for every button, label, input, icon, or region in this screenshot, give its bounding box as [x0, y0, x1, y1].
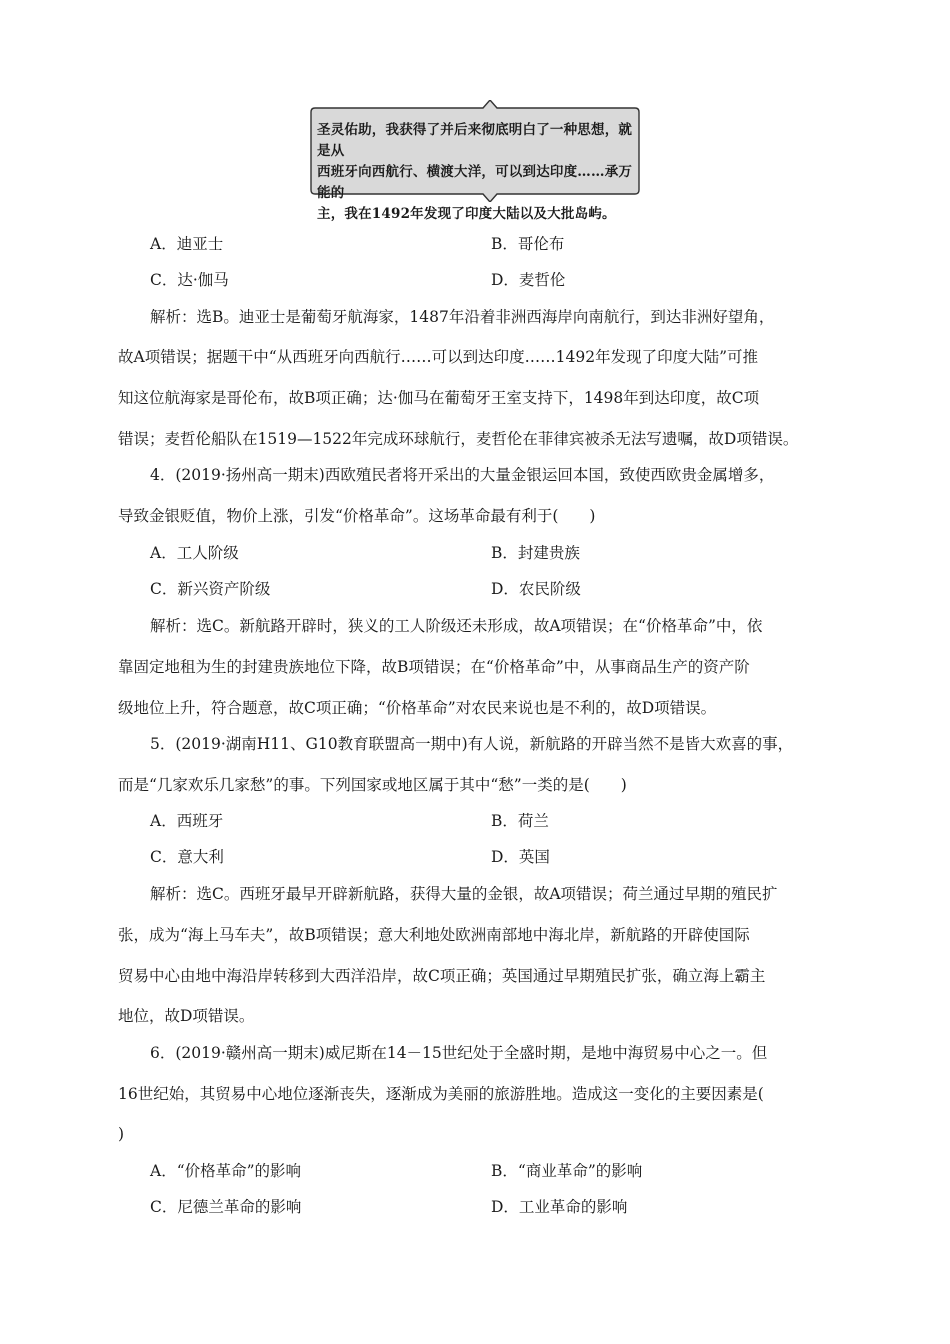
q6-option-d: D．工业革命的影响 [491, 1198, 628, 1216]
q5-option-d: D．英国 [491, 848, 550, 866]
q3-analysis-line: 知这位航海家是哥伦布，故B项正确；达·伽马在葡萄牙王室支持下，1498年到达印度，故C项 [118, 389, 760, 407]
q6-option-b: B．“商业革命”的影响 [491, 1162, 643, 1180]
q4-stem-line: 导致金银贬值，物价上涨，引发“价格革命”。这场革命最有利于( ) [118, 507, 596, 525]
q5-stem-line: 5．(2019·湖南H11、G10教育联盟高一期中)有人说，新航路的开辟当然不是皆大欢喜的事， [150, 735, 794, 753]
q5-analysis-line: 地位，故D项错误。 [118, 1007, 255, 1025]
q5-option-a: A．西班牙 [150, 812, 224, 830]
q3-option-d: D．麦哲伦 [491, 271, 566, 289]
q3-option-a: A．迪亚士 [150, 235, 224, 253]
q5-analysis-line: 张，成为“海上马车夫”，故B项错误；意大利地处欧洲南部地中海北岸，新航路的开辟使国际 [118, 926, 750, 944]
q4-analysis-line: 解析：选C。新航路开辟时，狭义的工人阶级还未形成，故A项错误；在“价格革命”中，依 [150, 617, 763, 635]
quote-box [309, 100, 641, 222]
q6-stem-line: 16世纪始，其贸易中心地位逐渐丧失，逐渐成为美丽的旅游胜地。造成这一变化的主要因素是( [118, 1085, 764, 1103]
q4-analysis-line: 级地位上升，符合题意，故C项正确；“价格革命”对农民来说也是不利的，故D项错误。 [118, 699, 717, 717]
q4-option-d: D．农民阶级 [491, 580, 581, 598]
q3-option-c: C．达·伽马 [150, 271, 229, 289]
q6-option-a: A．“价格革命”的影响 [150, 1162, 302, 1180]
q3-analysis-line: 故A项错误；据题干中“从西班牙向西航行……可以到达印度……1492年发现了印度大陆”可推 [118, 348, 758, 366]
q4-analysis-line: 靠固定地租为生的封建贵族地位下降，故B项错误；在“价格革命”中，从事商品生产的资产阶 [118, 658, 750, 676]
q5-analysis-line: 解析：选C。西班牙最早开辟新航路，获得大量的金银，故A项错误；荷兰通过早期的殖民扩 [150, 885, 778, 903]
quote-line: 西班牙向西航行、横渡大洋，可以到达印度……承万能的 [317, 164, 633, 201]
q6-stem-line: ) [118, 1125, 125, 1143]
q3-analysis-line: 错误；麦哲伦船队在1519—1522年完成环球航行，麦哲伦在菲律宾被杀无法写遗嘱，故D项错误。 [118, 430, 799, 448]
q5-analysis-line: 贸易中心由地中海沿岸转移到大西洋沿岸，故C项正确；英国通过早期殖民扩张，确立海上霸主 [118, 967, 766, 985]
quote-line: 主，我在1492年发现了印度大陆以及大批岛屿。 [317, 206, 616, 222]
q3-option-b: B．哥伦布 [491, 235, 565, 253]
q4-option-b: B．封建贵族 [491, 544, 580, 562]
q3-analysis-line: 解析：选B。迪亚士是葡萄牙航海家，1487年沿着非洲西海岸向南航行，到达非洲好望角， [150, 308, 775, 326]
q6-stem-line: 6．(2019·赣州高一期末)威尼斯在14－15世纪处于全盛时期，是地中海贸易中心之一。但 [150, 1044, 768, 1062]
q5-option-b: B．荷兰 [491, 812, 549, 830]
quote-text [317, 120, 635, 225]
q4-option-a: A．工人阶级 [150, 544, 239, 562]
quote-line: 圣灵佑助，我获得了并后来彻底明白了一种思想，就是从 [317, 122, 633, 159]
q5-option-c: C．意大利 [150, 848, 224, 866]
q4-option-c: C．新兴资产阶级 [150, 580, 271, 598]
q6-option-c: C．尼德兰革命的影响 [150, 1198, 302, 1216]
q4-stem-line: 4．(2019·扬州高一期末)西欧殖民者将开采出的大量金银运回本国，致使西欧贵金属增多， [150, 466, 775, 484]
q5-stem-line: 而是“几家欢乐几家愁”的事。下列国家或地区属于其中“愁”一类的是( ) [118, 776, 627, 794]
